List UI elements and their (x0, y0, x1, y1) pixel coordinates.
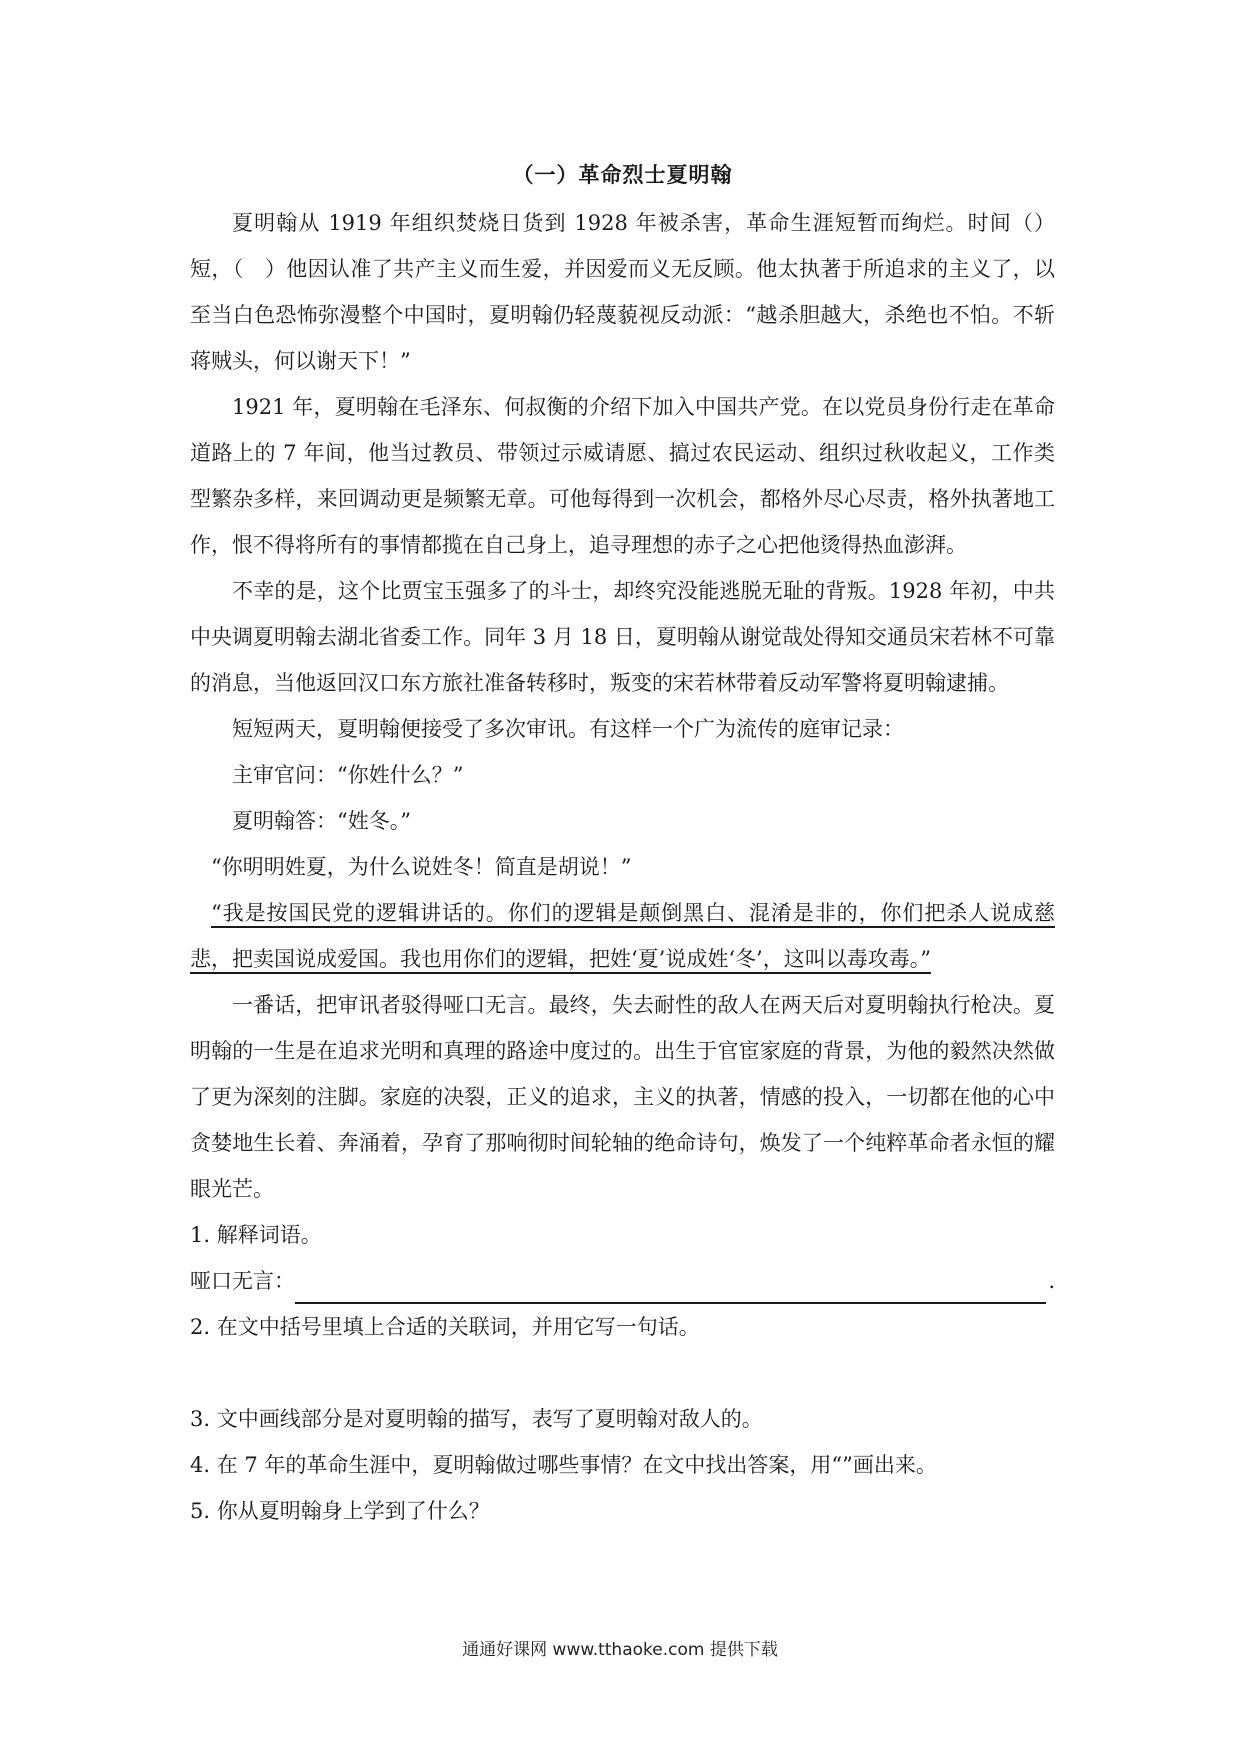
paragraph-1: 夏明翰从 1919 年组织焚烧日货到 1928 年被杀害，革命生涯短暂而绚烂。时间（）短，（ ）他因认准了共产主义而生爱，并因爱而义无反顾。他太执著于所追求的主义了，以至当白色恐怖弥漫整个中国时，夏明翰仍轻蔑藐视反动派：“越杀胆越大，杀绝也不怕。不斩蒋贼头，何以谢天下！” (190, 211, 1055, 373)
question-4: 4. 在 7 年的革命生涯中，夏明翰做过哪些事情？在文中找出答案，用“”画出来。 (190, 1453, 937, 1477)
question-1-term: 哑口无言： (190, 1269, 295, 1293)
question-1-end-mark: . (1048, 1269, 1055, 1293)
question-5: 5. 你从夏明翰身上学到了什么？ (190, 1499, 490, 1523)
closing-paragraph: 一番话，把审讯者驳得哑口无言。最终，失去耐性的敌人在两天后对夏明翰执行枪决。夏明翰的一生是在追求光明和真理的路途中度过的。出生于官宦家庭的背景，为他的毅然决然做了更为深刻的注脚。家庭的决裂，正义的追求，主义的执著，情感的投入，一切都在他的心中贪婪地生长着、奔涌着，孕育了那响彻时间轮轴的绝命诗句，焕发了一个纯粹革命者永恒的耀眼光芒。 (190, 993, 1055, 1201)
question-2: 2. 在文中括号里填上合适的关联词，并用它写一句话。 (190, 1315, 700, 1339)
worksheet-page (190, 160, 1055, 1534)
underlined-passage: “我是按国民党的逻辑讲话的。你们的逻辑是颠倒黑白、混淆是非的，你们把杀人说成慈悲，把卖国说成爱国。我也用你们的逻辑，把姓‘夏’说成姓‘冬’，这叫以毒攻毒。” (190, 901, 1055, 971)
dialogue-line-3: “你明明姓夏，为什么说姓冬！简直是胡说！” (211, 855, 632, 879)
document-title: （一）革命烈士夏明翰 (512, 163, 733, 187)
question-1-answer-blank[interactable] (295, 1272, 1046, 1304)
dialogue-line-1: 主审官问：“你姓什么？” (232, 763, 464, 787)
paragraph-3: 不幸的是，这个比贾宝玉强多了的斗士，却终究没能逃脱无耻的背叛。1928 年初，中共中央调夏明翰去湖北省委工作。同年 3 月 18 日，夏明翰从谢觉哉处得知交通员宋若林不可靠的消息，当他返回汉口东方旅社准备转移时，叛变的宋若林带着反动军警将夏明翰逮捕。 (190, 579, 1055, 695)
paragraph-4: 短短两天，夏明翰便接受了多次审讯。有这样一个广为流传的庭审记录： (232, 717, 904, 741)
question-2-answer-space[interactable] (190, 1350, 1055, 1396)
footer-credit: 通通好课网 www.tthaoke.com 提供下载 (462, 1640, 778, 1660)
question-3: 3. 文中画线部分是对夏明翰的描写，表写了夏明翰对敌人的。 (190, 1407, 763, 1431)
question-1: 1. 解释词语。 (190, 1223, 322, 1247)
dialogue-line-2: 夏明翰答：“姓冬。” (232, 809, 411, 833)
paragraph-2: 1921 年，夏明翰在毛泽东、何叔衡的介绍下加入中国共产党。在以党员身份行走在革命道路上的 7 年间，他当过教员、带领过示威请愿、搞过农民运动、组织过秋收起义，工作类型繁杂多样，来回调动更是频繁无章。可他每得到一次机会，都格外尽心尽责，格外执著地工作，恨不得将所有的事情都揽在自己身上，追寻理想的赤子之心把他烫得热血澎湃。 (190, 395, 1055, 557)
question-1-answer-row (190, 1258, 1055, 1304)
